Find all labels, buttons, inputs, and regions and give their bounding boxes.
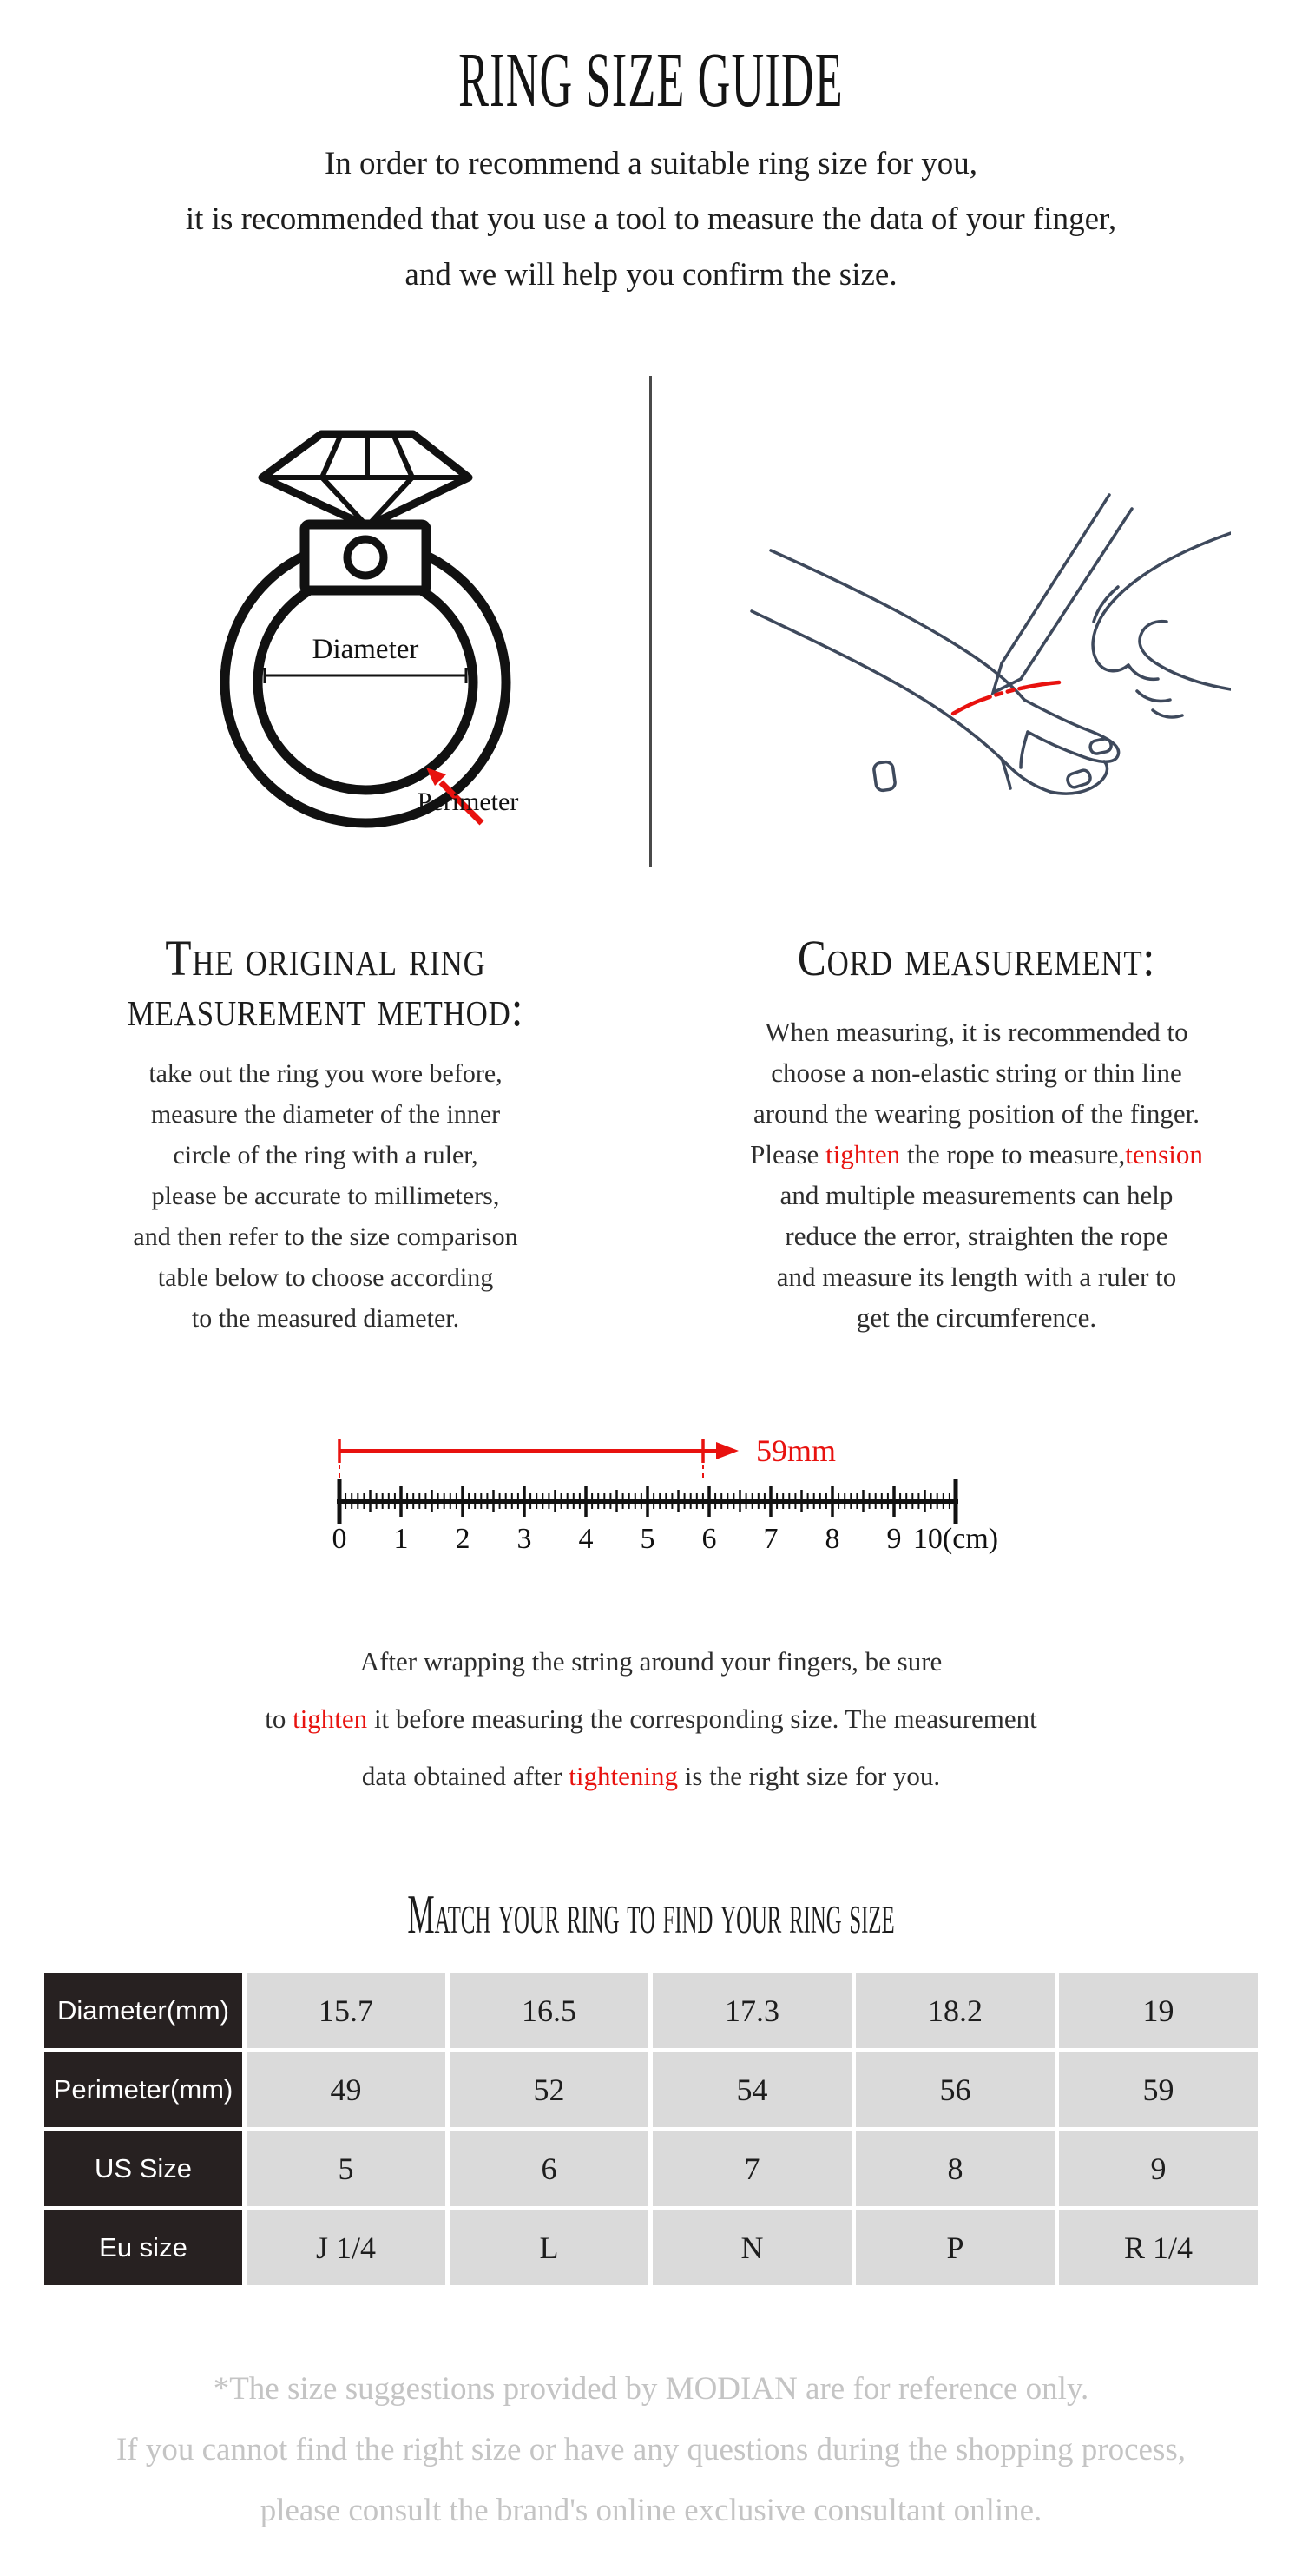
ruler-ticks [337, 1479, 958, 1524]
diagram-row [0, 374, 1302, 869]
text-line: When measuring, it is recommended to [765, 1017, 1188, 1047]
intro-paragraph [0, 136, 1302, 303]
text-line: If you cannot find the right size or have any questions during the shopping process, [115, 2432, 1187, 2467]
after-ruler-paragraph [0, 1633, 1302, 1805]
text-line [0, 1690, 1302, 1748]
table-header-cell: Perimeter(mm) [44, 2052, 242, 2127]
highlighted-text: tightening [569, 1761, 678, 1791]
text-segment: the rope to measure, [900, 1139, 1126, 1169]
ruler-tick-label: 6 [701, 1523, 717, 1555]
ruler-tick-label: 9 [886, 1523, 902, 1555]
method-heading [49, 930, 602, 1037]
ruler-tick-label: 0 [332, 1523, 347, 1555]
table-heading: Match your ring to find your ring size [407, 1883, 895, 1945]
text-line: take out the ring you wore before, [148, 1059, 503, 1088]
table-cell: J 1/4 [247, 2210, 445, 2285]
highlighted-text: tighten [825, 1139, 901, 1169]
table-cell: 19 [1059, 1973, 1258, 2048]
diameter-measure-line [265, 668, 466, 683]
text-line: measure the diameter of the inner [150, 1100, 501, 1129]
ruler-tick-label: 8 [825, 1523, 840, 1555]
method-paragraph [0, 1053, 651, 1339]
table-cell: 7 [653, 2131, 852, 2206]
text-line: and multiple measurements can help [779, 1180, 1174, 1210]
table-cell: 52 [450, 2052, 648, 2127]
table-cell: 59 [1059, 2052, 1258, 2127]
table-cell: 9 [1059, 2131, 1258, 2206]
table-header-cell: US Size [44, 2131, 242, 2206]
text-line: around the wearing position of the finger. [753, 1098, 1200, 1129]
table-cell: 49 [247, 2052, 445, 2127]
table-cell: L [450, 2210, 648, 2285]
ring-illustration [195, 422, 569, 847]
text-line: table below to choose according [157, 1263, 494, 1292]
ruler-scale-labels [332, 1523, 999, 1555]
footer-note [0, 2359, 1302, 2541]
table-cell: P [856, 2210, 1055, 2285]
methods-row [0, 930, 1302, 1339]
text-line: The original ring [165, 930, 486, 986]
ruler-tick-label: 3 [516, 1523, 532, 1555]
measure-length-label: 59mm [756, 1433, 837, 1468]
method-column-original-ring [0, 930, 651, 1339]
text-line: get the circumference. [856, 1302, 1097, 1333]
text-segment: to [265, 1703, 293, 1734]
perimeter-label: Perimeter [417, 787, 519, 816]
text-line: and measure its length with a ruler to [776, 1262, 1177, 1292]
ruler-tick-label: 1 [393, 1523, 409, 1555]
text-line: After wrapping the string around your fingers, be sure [359, 1646, 943, 1677]
ruler-tick-label: 4 [578, 1523, 594, 1555]
ring-inner-circle [258, 575, 473, 790]
text-segment: is the right size for you. [677, 1761, 941, 1791]
text-line: choose a non-elastic string or thin line [771, 1057, 1182, 1088]
text-line: measurement method: [127, 980, 524, 1037]
table-header-cell: Diameter(mm) [44, 1973, 242, 2048]
table-header-cell: Eu size [44, 2210, 242, 2285]
page-title: RING SIZE GUIDE [458, 37, 844, 123]
table-cell: 16.5 [450, 1973, 648, 2048]
ruler-tick-label: 7 [763, 1523, 779, 1555]
text-line: *The size suggestions provided by MODIAN are for reference only. [213, 2371, 1089, 2407]
cord-heading: Cord measurement: [797, 930, 1156, 986]
section-divider [649, 376, 652, 867]
table-cell: 18.2 [856, 1973, 1055, 2048]
ruler-section [0, 1425, 1302, 1564]
table-cell: 8 [856, 2131, 1055, 2206]
ring-setting [305, 524, 426, 590]
size-table [44, 1973, 1258, 2285]
text-segment: it before measuring the corresponding size. The measurement [367, 1703, 1037, 1734]
ruler-tick-label: 10(cm) [912, 1523, 999, 1555]
ruler-tick-label: 2 [455, 1523, 470, 1555]
table-cell: 56 [856, 2052, 1055, 2127]
table-cell: R 1/4 [1059, 2210, 1258, 2285]
text-line: it is recommended that you use a tool to measure the data of your finger, [185, 201, 1117, 237]
text-line [651, 1134, 1302, 1175]
highlighted-text: tension [1125, 1139, 1203, 1169]
text-line: reduce the error, straighten the rope [785, 1221, 1168, 1251]
table-cell: 17.3 [653, 1973, 852, 2048]
text-line: and we will help you confirm the size. [404, 257, 898, 293]
table-cell: N [653, 2210, 852, 2285]
ruler-tick-label: 5 [640, 1523, 655, 1555]
method-column-cord [651, 930, 1302, 1339]
table-cell: 15.7 [247, 1973, 445, 2048]
text-line: please be accurate to millimeters, [151, 1182, 500, 1210]
table-cell: 6 [450, 2131, 648, 2206]
text-line: please consult the brand's online exclusive consultant online. [260, 2493, 1042, 2528]
text-line: and then refer to the size comparison [133, 1222, 518, 1251]
text-segment: data obtained after [361, 1761, 569, 1791]
measure-arrow-icon [339, 1439, 739, 1480]
cord-paragraph [651, 1011, 1302, 1338]
text-line: In order to recommend a suitable ring size for you, [324, 146, 978, 181]
ruler-illustration [308, 1425, 1046, 1564]
text-line [0, 1748, 1302, 1805]
text-line: to the measured diameter. [191, 1304, 460, 1333]
text-segment: Please [750, 1139, 826, 1169]
diamond-icon [262, 434, 469, 526]
hands-illustration [745, 483, 1231, 821]
text-line: circle of the ring with a ruler, [173, 1141, 478, 1169]
table-cell: 54 [653, 2052, 852, 2127]
table-cell: 5 [247, 2131, 445, 2206]
highlighted-text: tighten [293, 1703, 368, 1734]
diameter-label: Diameter [312, 634, 419, 665]
